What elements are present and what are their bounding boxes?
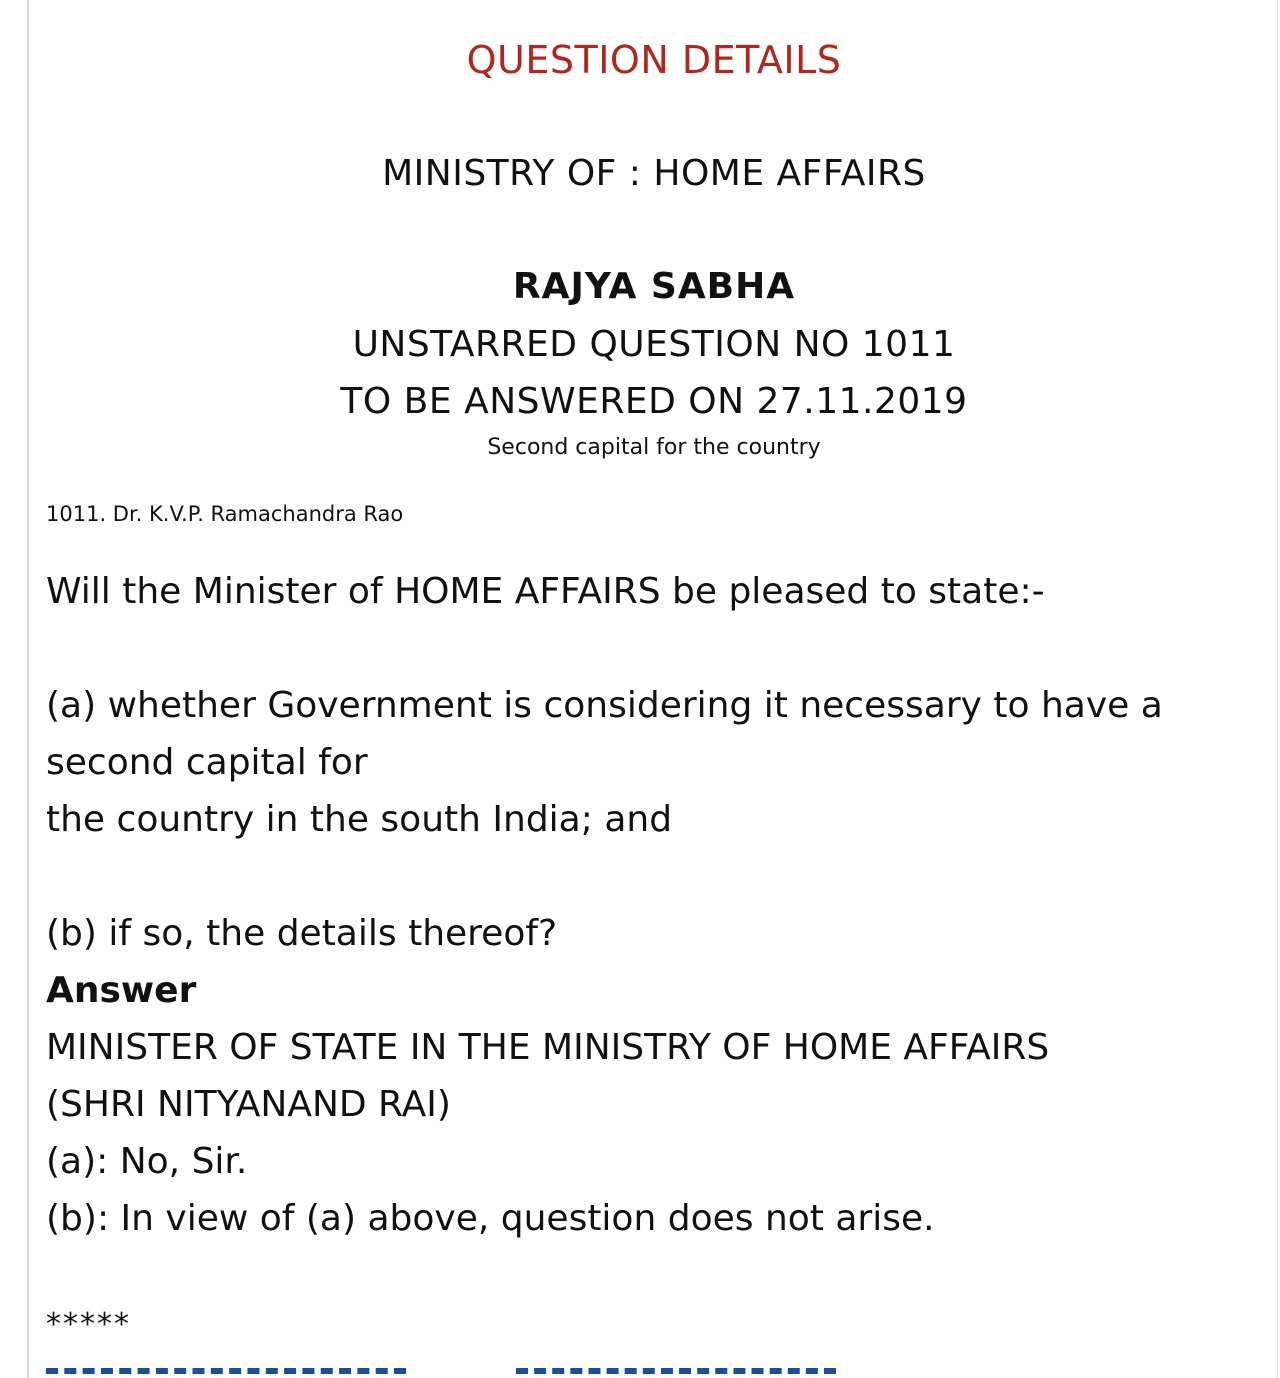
- left-border: [27, 0, 29, 1378]
- minister-title: MINISTER OF STATE IN THE MINISTRY OF HOME AFFAIRS: [46, 1027, 1050, 1068]
- question-part-a-line1: (a) whether Government is considering it necessary to have a: [46, 685, 1163, 726]
- question-subject: Second capital for the country: [487, 435, 821, 460]
- question-part-a-line3: the country in the south India; and: [46, 799, 673, 840]
- reply-part-b: (b): In view of (a) above, question does not arise.: [46, 1198, 935, 1239]
- hindi-version-link[interactable]: [516, 1368, 836, 1374]
- right-border: [1277, 0, 1278, 1378]
- reply-part-a: (a): No, Sir.: [46, 1141, 248, 1182]
- end-marker: *****: [46, 1307, 131, 1342]
- english-version-link[interactable]: [46, 1368, 406, 1374]
- version-links-cutoff: [46, 1368, 846, 1378]
- question-part-b: (b) if so, the details thereof?: [46, 913, 558, 954]
- house-name: RAJYA SABHA: [512, 266, 796, 307]
- question-part-a-line2: second capital for: [46, 742, 368, 783]
- answer-date: TO BE ANSWERED ON 27.11.2019: [340, 381, 968, 422]
- question-number: UNSTARRED QUESTION NO 1011: [352, 324, 956, 365]
- ministry-heading: MINISTRY OF : HOME AFFAIRS: [382, 153, 926, 194]
- page-title: QUESTION DETAILS: [466, 38, 842, 82]
- question-part-a: [46, 677, 1266, 848]
- minister-name: (SHRI NITYANAND RAI): [46, 1084, 451, 1125]
- answer-heading: Answer: [46, 970, 197, 1011]
- question-intro: Will the Minister of HOME AFFAIRS be pleased to state:-: [46, 571, 1045, 612]
- member-name: 1011. Dr. K.V.P. Ramachandra Rao: [46, 502, 404, 526]
- answering-minister: [46, 1019, 1266, 1133]
